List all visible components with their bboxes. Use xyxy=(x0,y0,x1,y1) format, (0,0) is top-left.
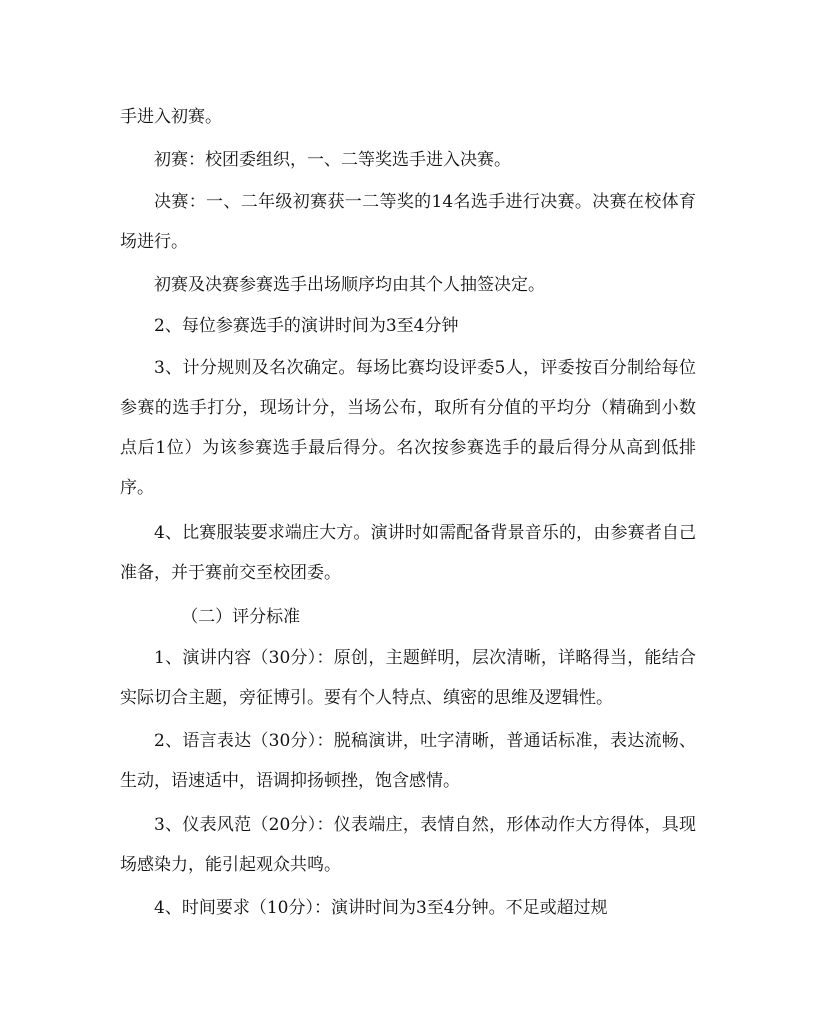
paragraph-attire: 4、比赛服装要求端庄大方。演讲时如需配备背景音乐的，由参赛者自己准备，并于赛前交至校团委。 xyxy=(120,523,696,583)
paragraph-final: 决赛：一、二年级初赛获一二等奖的14名选手进行决赛。决赛在校体育场进行。 xyxy=(120,192,696,252)
paragraph-speech-time: 2、每位参赛选手的演讲时间为3至4分钟 xyxy=(154,316,459,336)
criteria-time: 4、时间要求（10分）：演讲时间为3至4分钟。不足或超过规 xyxy=(154,898,608,918)
criteria-language: 2、语言表达（30分）：脱稿演讲，吐字清晰，普通话标准，表达流畅、生动，语速适中，语调抑扬顿挫，饱含感情。 xyxy=(120,731,696,791)
paragraph-draw-order: 初赛及决赛参赛选手出场顺序均由其个人抽签决定。 xyxy=(154,275,545,295)
criteria-content: 1、演讲内容（30分）：原创，主题鲜明，层次清晰，详略得当，能结合实际切合主题，旁征博引。要有个人特点、缜密的思维及逻辑性。 xyxy=(120,648,696,708)
section-heading-criteria: （二）评分标准 xyxy=(181,607,301,627)
paragraph-continuation: 手进入初赛。 xyxy=(120,107,222,127)
paragraph-preliminary: 初赛：校团委组织，一、二等奖选手进入决赛。 xyxy=(154,150,511,170)
criteria-demeanor: 3、仪表风范（20分）：仪表端庄，表情自然，形体动作大方得体，具现场感染力，能引起观众共鸣。 xyxy=(120,815,696,875)
paragraph-scoring-rules: 3、计分规则及名次确定。每场比赛均设评委5人，评委按百分制给每位参赛的选手打分，现场计分，当场公布，取所有分值的平均分（精确到小数点后1位）为该参赛选手最后得分。名次按参赛选手的最后得分从高到低排序。 xyxy=(120,358,696,498)
